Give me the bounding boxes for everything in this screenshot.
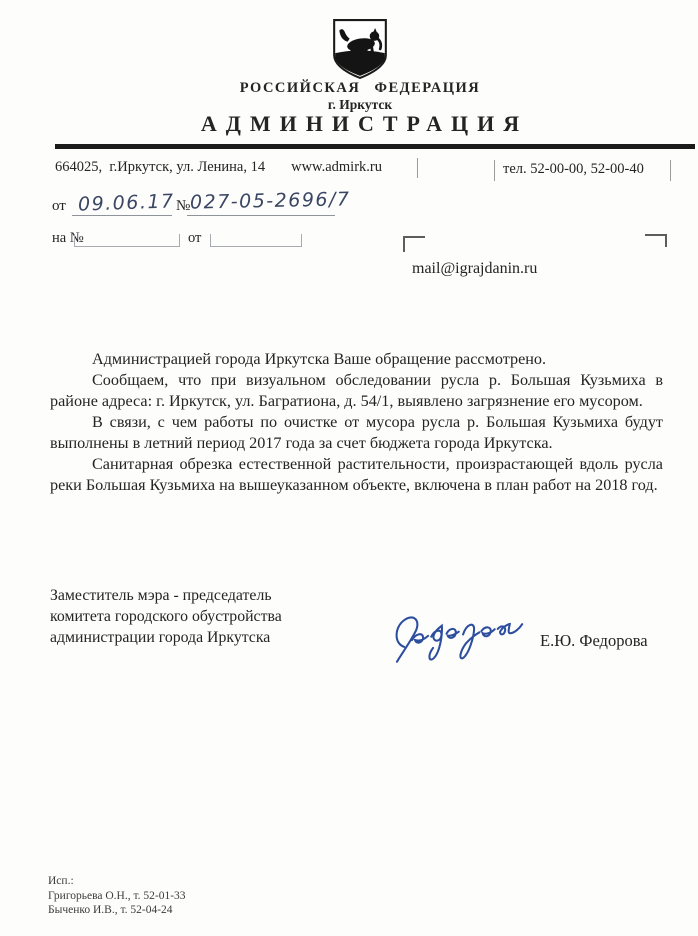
body-paragraph: В связи, с чем работы по очистке от мусора русла р. Большая Кузьмиха будут выполнены в летний период 2017 года за счет бюджета города Иркутска. [50,413,663,452]
reply-date-label: от [188,230,202,246]
body-paragraph: Администрацией города Иркутска Ваше обращение рассмотрено. [92,350,547,368]
address-separator-tick [417,158,418,178]
outgoing-number-handwritten: 027-05-2696/7 [189,188,351,214]
executor-line: Быченко И.В., т. 52-04-24 [48,904,173,916]
outgoing-date-handwritten: 09.06.17 [77,190,175,216]
letterhead-country: РОССИЙСКАЯ ФЕДЕРАЦИЯ [239,80,481,96]
signer-name: Е.Ю. Федорова [540,631,648,650]
outgoing-date-label: от [52,198,66,214]
executor-label: Исп.: [48,875,74,887]
letterhead-org-title: АДМИНИСТРАЦИЯ [200,111,529,136]
letterhead-divider [55,144,695,149]
letter-body [50,349,663,496]
body-paragraph: Санитарная обрезка естественной растительности, произрастающей вдоль русла реки Большая Кузьмиха на вышеуказанном объекте, включена в план работ на 2018 год. [50,455,663,494]
letterhead-city: г. Иркутск [327,97,393,112]
reply-number-blank-field [74,234,180,247]
executor-line: Григорьева О.Н., т. 52-01-33 [48,889,186,902]
reply-date-blank-field [210,234,302,247]
website: www.admirk.ru [291,159,382,175]
signer-position-line: комитета городского обустройства [50,608,282,626]
phone-separator-left [494,160,495,181]
outgoing-number-label: № [176,198,191,214]
executor-block [48,874,186,918]
addressee-corner-mark-right [645,234,667,247]
signer-position-line: администрации города Иркутска [50,629,271,647]
addressee-corner-mark-left [403,236,425,252]
addressee-email: mail@igrajdanin.ru [412,260,538,277]
phone-separator-right [670,160,671,181]
handwritten-signature [383,594,525,666]
irkutsk-coat-of-arms-icon [332,18,388,80]
body-paragraph: Сообщаем, что при визуальном обследовании русла р. Большая Кузьмиха в районе адреса: г. Иркутск, ул. Багратиона, д. 54/1, выявлено загрязнение его мусором. [50,371,663,410]
postal-address: 664025, г.Иркутск, ул. Ленина, 14 [55,159,266,175]
signer-position [50,585,282,649]
letterhead-address-line [55,159,382,176]
signer-position-line: Заместитель мэра - председатель [50,587,272,604]
phone-number: тел. 52-00-00, 52-00-40 [503,161,644,177]
reply-number-label: на № [52,230,84,246]
